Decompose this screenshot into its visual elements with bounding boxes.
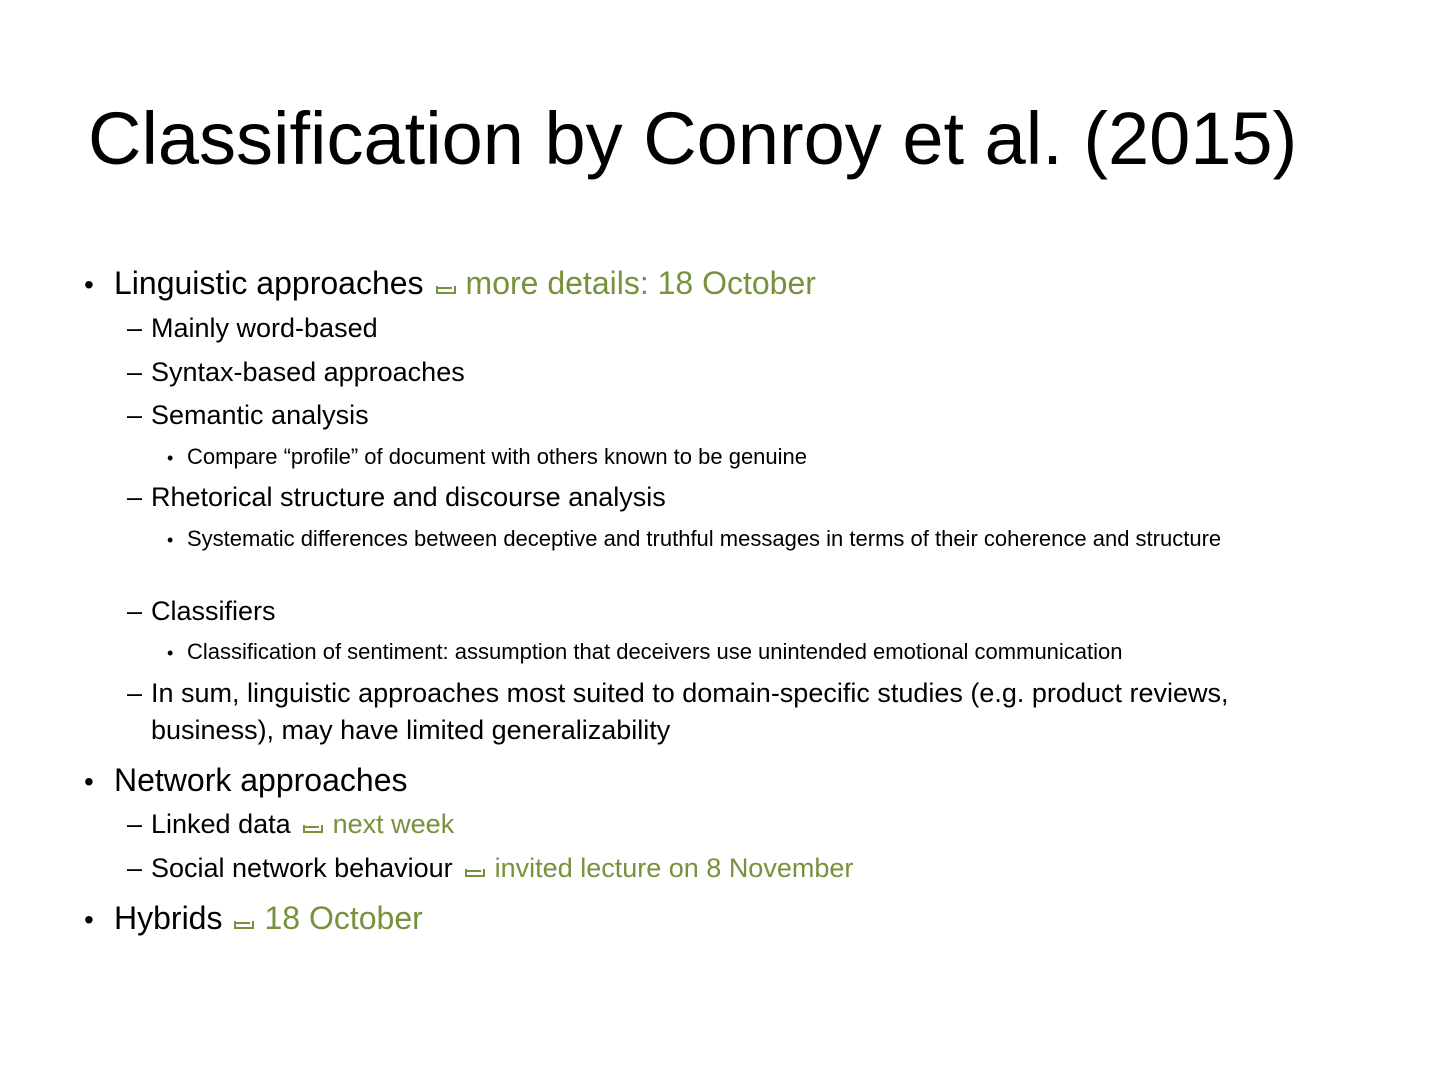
dash-marker: – bbox=[127, 357, 143, 387]
sub-bullet-text: Mainly word-based bbox=[151, 313, 378, 343]
sub-bullet-classifiers bbox=[127, 593, 1367, 630]
sub-bullet-text: Social network behaviour bbox=[151, 853, 453, 883]
dash-marker: – bbox=[127, 482, 143, 512]
bullet-marker: • bbox=[167, 530, 174, 550]
sub-bullet-word-based bbox=[127, 310, 1367, 347]
bullet-marker: • bbox=[167, 643, 174, 663]
note-text: 18 October bbox=[264, 900, 423, 936]
arrow-icon bbox=[436, 286, 456, 296]
sub-bullet-text: In sum, linguistic approaches most suited to domain-specific studies (e.g. product reviews, business), may have limited generalizability bbox=[151, 678, 1229, 745]
sub-bullet-text: Linked data bbox=[151, 809, 291, 839]
dash-marker: – bbox=[127, 678, 143, 708]
dash-marker: – bbox=[127, 809, 143, 839]
bullet-text: Network approaches bbox=[114, 762, 408, 798]
slide-title: Classification by Conroy et al. (2015) bbox=[88, 97, 1298, 180]
dash-marker: – bbox=[127, 853, 143, 883]
sub-bullet-text: Semantic analysis bbox=[151, 400, 369, 430]
sub-bullet-rhetorical bbox=[127, 479, 1367, 516]
dash-marker: – bbox=[127, 400, 143, 430]
note-text: more details: 18 October bbox=[465, 265, 816, 301]
dash-marker: – bbox=[127, 313, 143, 343]
bullet-hybrids bbox=[84, 899, 1364, 939]
sub-bullet-text: Syntax-based approaches bbox=[151, 357, 465, 387]
arrow-icon bbox=[303, 825, 323, 835]
sub-bullet-syntax bbox=[127, 354, 1367, 391]
sub-sub-bullet-sentiment bbox=[167, 636, 1367, 669]
sub-sub-bullet-systematic-differences bbox=[167, 523, 1347, 556]
sub-bullet-linked-data bbox=[127, 806, 1367, 843]
sub-sub-bullet-compare-profile bbox=[167, 441, 1367, 474]
dash-marker: – bbox=[127, 596, 143, 626]
sub-sub-bullet-text: Compare “profile” of document with others known to be genuine bbox=[187, 444, 808, 469]
bullet-network-approaches bbox=[84, 761, 1364, 801]
sub-sub-bullet-text: Classification of sentiment: assumption that deceivers use unintended emotional communication bbox=[187, 639, 1123, 664]
sub-bullet-semantic bbox=[127, 397, 1367, 434]
bullet-marker: • bbox=[84, 766, 94, 797]
note-text: invited lecture on 8 November bbox=[494, 853, 854, 883]
bullet-text: Hybrids bbox=[114, 900, 223, 936]
bullet-text: Linguistic approaches bbox=[114, 265, 424, 301]
sub-bullet-text: Classifiers bbox=[151, 596, 276, 626]
sub-sub-bullet-text: Systematic differences between deceptive and truthful messages in terms of their coherence and structure bbox=[187, 526, 1222, 551]
note-text: next week bbox=[332, 809, 455, 839]
bullet-linguistic-approaches bbox=[84, 264, 1364, 304]
sub-bullet-text: Rhetorical structure and discourse analysis bbox=[151, 482, 666, 512]
bullet-marker: • bbox=[84, 269, 94, 300]
bullet-marker: • bbox=[167, 448, 174, 468]
bullet-marker: • bbox=[84, 904, 94, 935]
arrow-icon bbox=[234, 921, 254, 931]
sub-bullet-in-sum bbox=[127, 675, 1287, 749]
arrow-icon bbox=[465, 869, 485, 879]
sub-bullet-social-network bbox=[127, 850, 1367, 887]
